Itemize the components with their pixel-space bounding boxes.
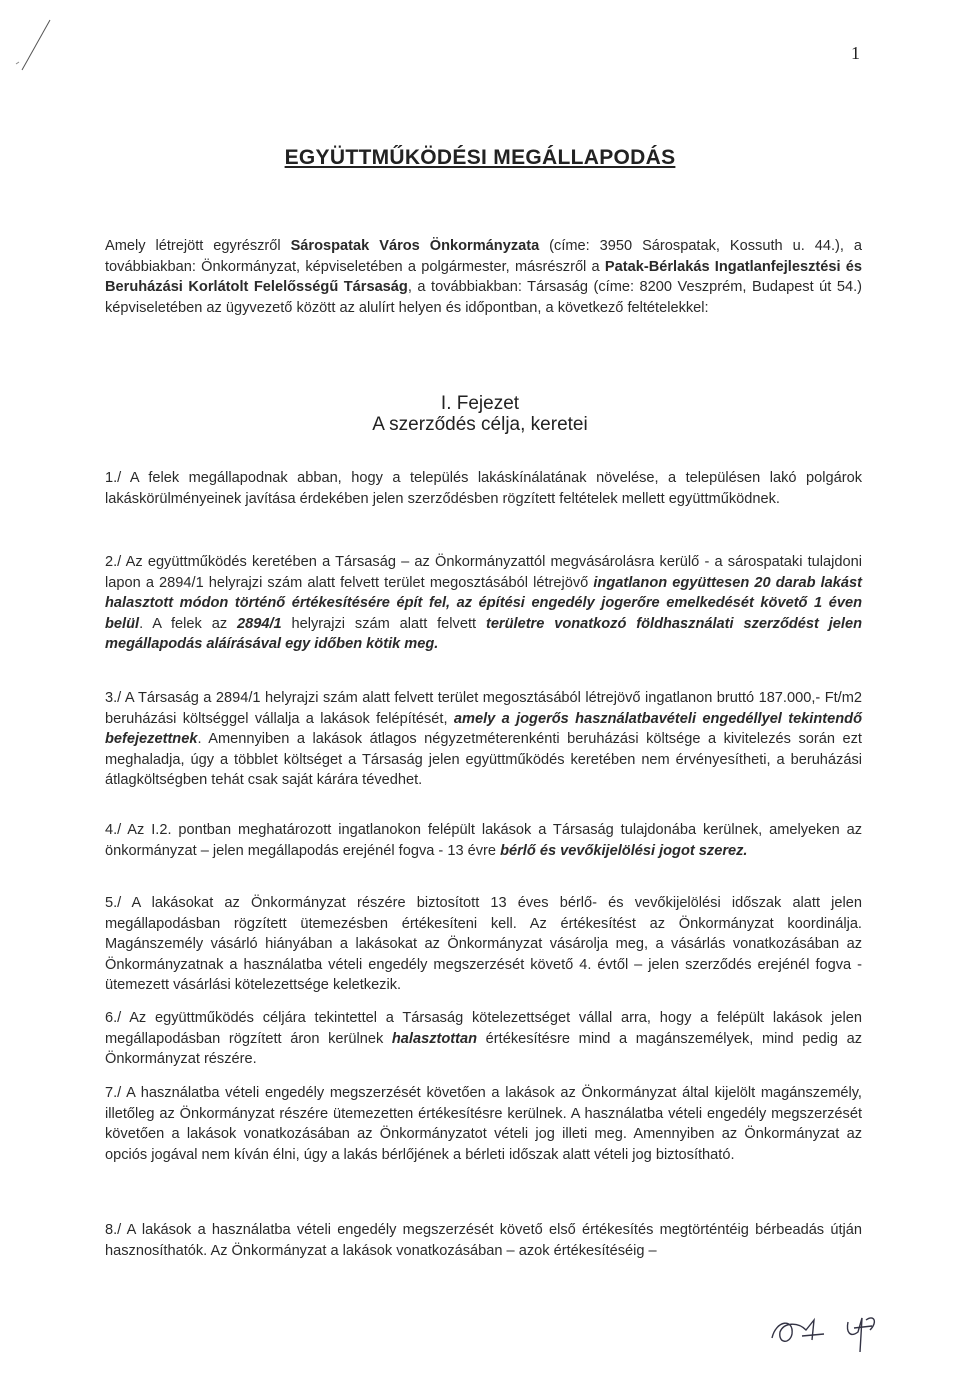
- pen-stroke-mark: [10, 8, 70, 78]
- clause-2: 2./ Az együttműködés keretében a Társaság – az Önkormányzattól megvásárolásra kerülő - a sárospataki tulajdoni lapon a 2894/1 helyrajzi szám alatt felvett terület megosztásából létrejövő ingatlanon együttesen 20 darab lakást halasztott módon történő értékesítésére épít fel, az építési engedély jogerőre emelkedését követő 1 éven belül. A felek az 2894/1 helyrajzi szám alatt felvett területre vonatkozó földhasználati szerződést jelen megállapodás aláírásával egy időben kötik meg.: [105, 554, 863, 652]
- page-number: 1: [851, 43, 860, 63]
- chapter-number: I. Fejezet: [440, 393, 520, 414]
- clause-8: 8./ A lakások a használatba vételi engedély megszerzését követő első értékesítés megtörténtéig bérbeadás útján hasznosíthatók. Az Önkormányzat a lakások vonatkozásában – azok értékesítéséig –: [105, 1222, 862, 1259]
- clause-4: 4./ Az I.2. pontban meghatározott ingatlanokon felépült lakások a Társaság tulajdonába kerülnek, amelyeken az önkormányzat – jelen megállapodás erejénél fogva - 13 évre bérlő és vevőkijelölési jogot szerez.: [105, 822, 862, 859]
- clause-3: 3./ A Társaság a 2894/1 helyrajzi szám alatt felvett terület megosztásából létrejövő ingatlanon bruttó 187.000,- Ft/m2 beruházási költséggel vállalja a lakások felépítését, amely a jogerős használatbavételi engedéllyel tekintendő befejezettnek. Amennyiben a lakások átlagos négyzetméterenkénti beruházási költsége a kivitelezés során ezt meghaladja, úgy a többlet költséget a Társaság jelen együttműködés keretében nem érvényesítheti, a beruházási átlagköltségben tehát csak saját kárára tévedhet.: [105, 690, 862, 788]
- intro-paragraph: Amely létrejött egyrészről Sárospatak Város Önkormányzata (címe: 3950 Sárospatak, Kossuth u. 44.), a továbbiakban: Önkormányzat, képviseletében a polgármester, másrészről a Patak-Bérlakás Ingatlanfejlesztési és Beruházási Korlátolt Felelősségű Társaság, a továbbiakban: Társaság (címe: 8200 Veszprém, Budapest út 54.) képviseletében az ügyvezető között az alulírt helyen és időpontban, a következő feltételekkel:: [105, 238, 862, 316]
- clause-1: 1./ A felek megállapodnak abban, hogy a település lakáskínálatának növelése, a településen lakó polgárok lakáskörülményeinek javítása érdekében jelen szerződésben rögzített feltételek mellett együttműködnek.: [105, 470, 862, 507]
- handwritten-initials: [762, 1308, 902, 1358]
- party-company: Patak-Bérlakás Ingatlanfejlesztési és Beruházási Korlátolt Felelősségű Társaság: [105, 258, 862, 295]
- clause-7: 7./ A használatba vételi engedély megszerzését követően a lakások az Önkormányzat által kijelölt magánszemély, illetőleg az Önkormányzat részére ütemezetten értékesítésre kerülnek. A használatba vételi engedély megszerzését követően a lakások vonatkozásában az Önkormányzatot vételi jog illeti meg. Amennyiben az Önkormányzat az opciós jogával nem kíván élni, úgy a lakás bérlőjének a bérleti időszak alatt vételi jog biztosítható.: [105, 1085, 862, 1163]
- clause-6: 6./ Az együttműködés céljára tekintettel a Társaság kötelezettséget vállal arra, hogy a felépült lakások jelen megállapodásban rögzített áron kerülnek halasztottan értékesítésre mind a magánszemélyek, mind pedig az Önkormányzat részére.: [105, 1010, 862, 1067]
- party-municipality: Sárospatak Város Önkormányzata: [290, 238, 540, 254]
- document-title: EGYÜTTMŰKÖDÉSI MEGÁLLAPODÁS: [284, 146, 676, 169]
- chapter-title: A szerződés célja, keretei: [372, 414, 588, 435]
- clause-5: 5./ A lakásokat az Önkormányzat részére biztosított 13 éves bérlő- és vevőkijelölési időszak alatt jelen megállapodásban rögzített ütemezésben értékesíteni kell. Az értékesítést az Önkormányzat koordinálja. Magánszemély vásárló hiányában a lakásokat az Önkormányzat vásárolja meg, a vásárlás vonatkozásában az Önkormányzatnak a használatba vételi engedély megszerzését követő 4. évtől – jelen szerződés erejénél fogva - ütemezett vásárlási kötelezettsége keletkezik.: [105, 895, 862, 993]
